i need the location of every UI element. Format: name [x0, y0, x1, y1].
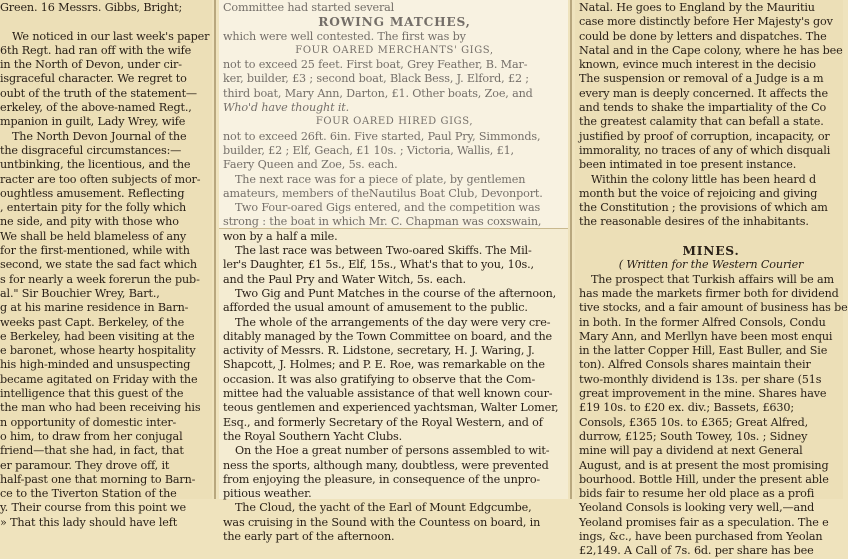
left-text-line: o him, to draw from her conjugal: [0, 429, 183, 443]
left-text-line: g at his marine residence in Barn-: [0, 301, 189, 315]
right-text-line: great improvement in the mine. Shares have: [579, 387, 827, 401]
mid-text-line: won by a half a mile.: [223, 229, 338, 243]
mid-text-line: FOUR OARED MERCHANTS' GIGS,: [295, 44, 494, 56]
right-text-line: The suspension or removal of a Judge is a m: [579, 72, 824, 86]
left-text-line: The North Devon Journal of the: [12, 129, 187, 143]
right-text-line: justified by proof of corruption, incapacity, or: [579, 129, 830, 143]
mid-text-line: ler's Daughter, £1 5s., Elf, 15s., What's that to you, 10s.,: [223, 258, 534, 272]
mid-text-line: strong : the boat in which Mr. C. Chapman was coxswain,: [223, 215, 542, 229]
left-text-line: e Berkeley, had been visiting at the: [0, 329, 195, 343]
right-text-line: could be done by letters and dispatches. The: [579, 29, 827, 43]
left-text-line: racter are too often subjects of mor-: [0, 172, 201, 186]
mid-text-line: ness the sports, although many, doubtless, were prevented: [223, 458, 549, 472]
right-text-line: has made the markets firmer both for dividend: [579, 286, 839, 300]
mid-text-line: Who'd have thought it.: [223, 101, 349, 115]
left-text-line: mpanion in guilt, Lady Wrey, wife: [0, 115, 186, 129]
mid-text-line: Committee had started several: [223, 1, 395, 14]
mid-text-line: occasion. It was also gratifying to observe that the Com-: [223, 372, 536, 386]
right-text-line: case more distinctly before Her Majesty's gov: [579, 15, 833, 29]
mid-text-line: afforded the usual amount of amusement to the public.: [223, 301, 528, 315]
mid-text-line: The next race was for a piece of plate, by gentlemen: [235, 172, 526, 186]
right-text-line: tive stocks, and a fair amount of business has be: [579, 301, 848, 315]
mid-text-line: Two Gig and Punt Matches in the course of the afternoon,: [235, 286, 557, 300]
left-text-line: [0, 15, 212, 29]
left-text-line: second, we state the sad fact which: [0, 258, 197, 272]
mid-text-line: The last race was between Two-oared Skiffs. The Mil-: [235, 244, 532, 258]
right-text-line: in the latter Copper Hill, East Buller, and Sie: [579, 344, 828, 358]
mid-text-line: which were well contested. The first was by: [223, 29, 466, 43]
right-text-line: MINES.: [682, 244, 740, 259]
left-text-line: became agitated on Friday with the: [0, 372, 198, 386]
column-rule-right: [570, 0, 572, 499]
mid-text-line: Two Four-oared Gigs entered, and the competition was: [235, 201, 541, 215]
left-text-line: We noticed in our last week's paper: [12, 29, 210, 43]
right-text-line: Yeoland Consols is looking very well,—and: [579, 501, 815, 515]
left-text-line: oughtless amusement. Reflecting: [0, 186, 185, 200]
left-column-text: [0, 0, 212, 530]
highlight-edge: [219, 228, 568, 229]
right-text-line: the Constitution ; the provisions of which am: [579, 201, 828, 215]
left-text-line: al." Sir Bouchier Wrey, Bart.,: [0, 286, 160, 300]
left-text-line: ne side, and pity with those who: [0, 215, 179, 229]
left-text-line: the man who had been receiving his: [0, 401, 201, 415]
right-text-line: immorality, no traces of any of which disquali: [579, 143, 831, 157]
right-text-line: bourhood. Bottle Hill, under the present able: [579, 472, 829, 486]
left-text-line: the disgraceful circumstances:—: [0, 143, 182, 157]
right-text-line: August, and is at present the most promising: [579, 458, 829, 472]
right-text-line: every man is deeply concerned. It affects the: [579, 86, 828, 100]
right-text-line: month but the voice of rejoicing and giving: [579, 186, 818, 200]
left-text-line: his high-minded and unsuspecting: [0, 358, 191, 372]
left-text-line: 6th Regt. had ran off with the wife: [0, 43, 192, 57]
right-text-line: Within the colony little has been heard d: [591, 172, 817, 186]
right-text-line: £19 10s. to £20 ex. div.; Bassets, £630;: [579, 401, 794, 415]
left-text-line: y. Their course from this point we: [0, 501, 186, 515]
mid-text-line: ROWING MATCHES,: [318, 15, 471, 30]
left-text-line: erkeley, of the above-named Regt.,: [0, 101, 192, 115]
mid-text-line: The whole of the arrangements of the day were very cre-: [235, 315, 551, 329]
right-text-line: Consols, £365 10s. to £365; Great Alfred,: [579, 415, 809, 429]
mid-text-line: FOUR OARED HIRED GIGS,: [315, 116, 474, 128]
right-text-line: the greatest calamity that can befall a state.: [579, 115, 824, 129]
right-text-line: and tends to shake the impartiality of the Co: [579, 101, 827, 115]
left-text-line: Green. 16 Messrs. Gibbs, Bright;: [0, 1, 183, 14]
right-text-line: ton). Alfred Consols shares maintain their: [579, 358, 811, 372]
mid-text-line: not to exceed 25 feet. First boat, Grey Feather, B. Mar-: [223, 58, 528, 72]
left-text-line: er paramour. They drove off, it: [0, 458, 170, 472]
mid-text-line: The Cloud, the yacht of the Earl of Mount Edgcumbe,: [235, 501, 532, 515]
right-text-line: ( Written for the Western Courier: [618, 258, 804, 272]
left-text-line: intelligence that this guest of the: [0, 387, 184, 401]
mid-text-line: third boat, Mary Ann, Darton, £1. Other boats, Zoe, and: [223, 86, 533, 100]
left-text-line: n opportunity of domestic inter-: [0, 415, 177, 429]
mid-text-line: pitious weather.: [223, 487, 312, 501]
left-text-line: isgraceful character. We regret to: [0, 72, 187, 86]
mid-text-line: builder, £2 ; Elf, Geach, £1 10s. ; Victoria, Wallis, £1,: [223, 143, 514, 157]
right-column-text: [575, 0, 848, 559]
right-text-line: known, evince much interest in the decisio: [579, 58, 816, 72]
left-column: [0, 0, 212, 529]
left-text-line: oubt of the truth of the statement—: [0, 86, 197, 100]
mid-text-line: and the Paul Pry and Water Witch, 5s. each.: [223, 272, 466, 286]
right-text-line: in both. In the former Alfred Consols, Condu: [579, 315, 826, 329]
right-text-line: two-monthly dividend is 13s. per share (51s: [579, 372, 822, 386]
right-text-line: Yeoland promises fair as a speculation. The e: [579, 515, 829, 529]
mid-text-line: Shapcott, J. Holmes; and P. E. Roe, was remarkable on the: [223, 358, 545, 372]
left-text-line: untbinking, the licentious, and the: [0, 158, 191, 172]
mid-text-line: ker, builder, £3 ; second boat, Black Bess, J. Elford, £2 ;: [223, 72, 529, 86]
right-text-line: the reasonable desires of the inhabitants.: [579, 215, 809, 229]
right-text-line: Mary Ann, and Merllyn have been most enqui: [579, 329, 833, 343]
mid-text-line: ditably managed by the Town Committee on board, and the: [223, 329, 552, 343]
right-text-line: durrow, £125; South Towey, 10s. ; Sidney: [579, 429, 808, 443]
right-text-line: bids fair to resume her old place as a profi: [579, 487, 815, 501]
left-text-line: s for nearly a week forerun the pub-: [0, 272, 200, 286]
middle-column: [219, 0, 568, 543]
left-text-line: half-past one that morning to Barn-: [0, 472, 196, 486]
right-text-line: Natal and in the Cape colony, where he has bee: [579, 43, 843, 57]
right-text-line: been intimated in toe present instance.: [579, 158, 797, 172]
mid-text-line: from enjoying the pleasure, in consequence of the unpro-: [223, 472, 541, 486]
mid-text-line: amateurs, members of theNautilus Boat Club, Devonport.: [223, 186, 543, 200]
left-text-line: e baronet, whose hearty hospitality: [0, 344, 196, 358]
right-text-line: [579, 230, 843, 244]
left-text-line: weeks past Capt. Berkeley, of the: [0, 315, 185, 329]
right-text-line: Natal. He goes to England by the Mauritiu: [579, 1, 815, 14]
left-text-line: We shall be held blameless of any: [0, 229, 187, 243]
mid-text-line: Esq., and formerly Secretary of the Royal Western, and of: [223, 415, 543, 429]
mid-text-line: mittee had the valuable assistance of that well known cour-: [223, 387, 553, 401]
left-text-line: friend—that she had, in fact, that: [0, 444, 184, 458]
left-text-line: for the first-mentioned, while with: [0, 244, 190, 258]
mid-text-line: teous gentlemen and experienced yachtsman, Walter Lomer,: [223, 401, 559, 415]
left-text-line: » That this lady should have left: [0, 515, 178, 529]
rowing-matches-article: [219, 0, 568, 544]
left-text-line: , entertain pity for the folly which: [0, 201, 187, 215]
column-rule-left: [214, 0, 216, 499]
left-text-line: ce to the Tiverton Station of the: [0, 487, 177, 501]
mid-text-line: On the Hoe a great number of persons assembled to wit-: [235, 444, 550, 458]
right-text-line: mine will pay a dividend at next General: [579, 444, 803, 458]
mid-text-line: not to exceed 26ft. 6in. Five started, Paul Pry, Simmonds,: [223, 129, 541, 143]
right-column: [575, 0, 848, 558]
mid-text-line: Faery Queen and Zoe, 5s. each.: [223, 158, 398, 172]
mid-text-line: was cruising in the Sound with the Countess on board, in: [223, 515, 541, 529]
mid-text-line: the early part of the afternoon.: [223, 529, 395, 543]
right-text-line: The prospect that Turkish affairs will be am: [591, 272, 834, 286]
right-text-line: ings, &c., have been purchased from Yeolan: [579, 529, 823, 543]
left-text-line: in the North of Devon, under cir-: [0, 58, 182, 72]
right-text-line: £2,149. A Call of 7s. 6d. per share has bee: [579, 544, 814, 558]
mid-text-line: activity of Messrs. R. Lidstone, secretary, H. J. Waring, J.: [223, 344, 535, 358]
mid-text-line: the Royal Southern Yacht Clubs.: [223, 429, 403, 443]
